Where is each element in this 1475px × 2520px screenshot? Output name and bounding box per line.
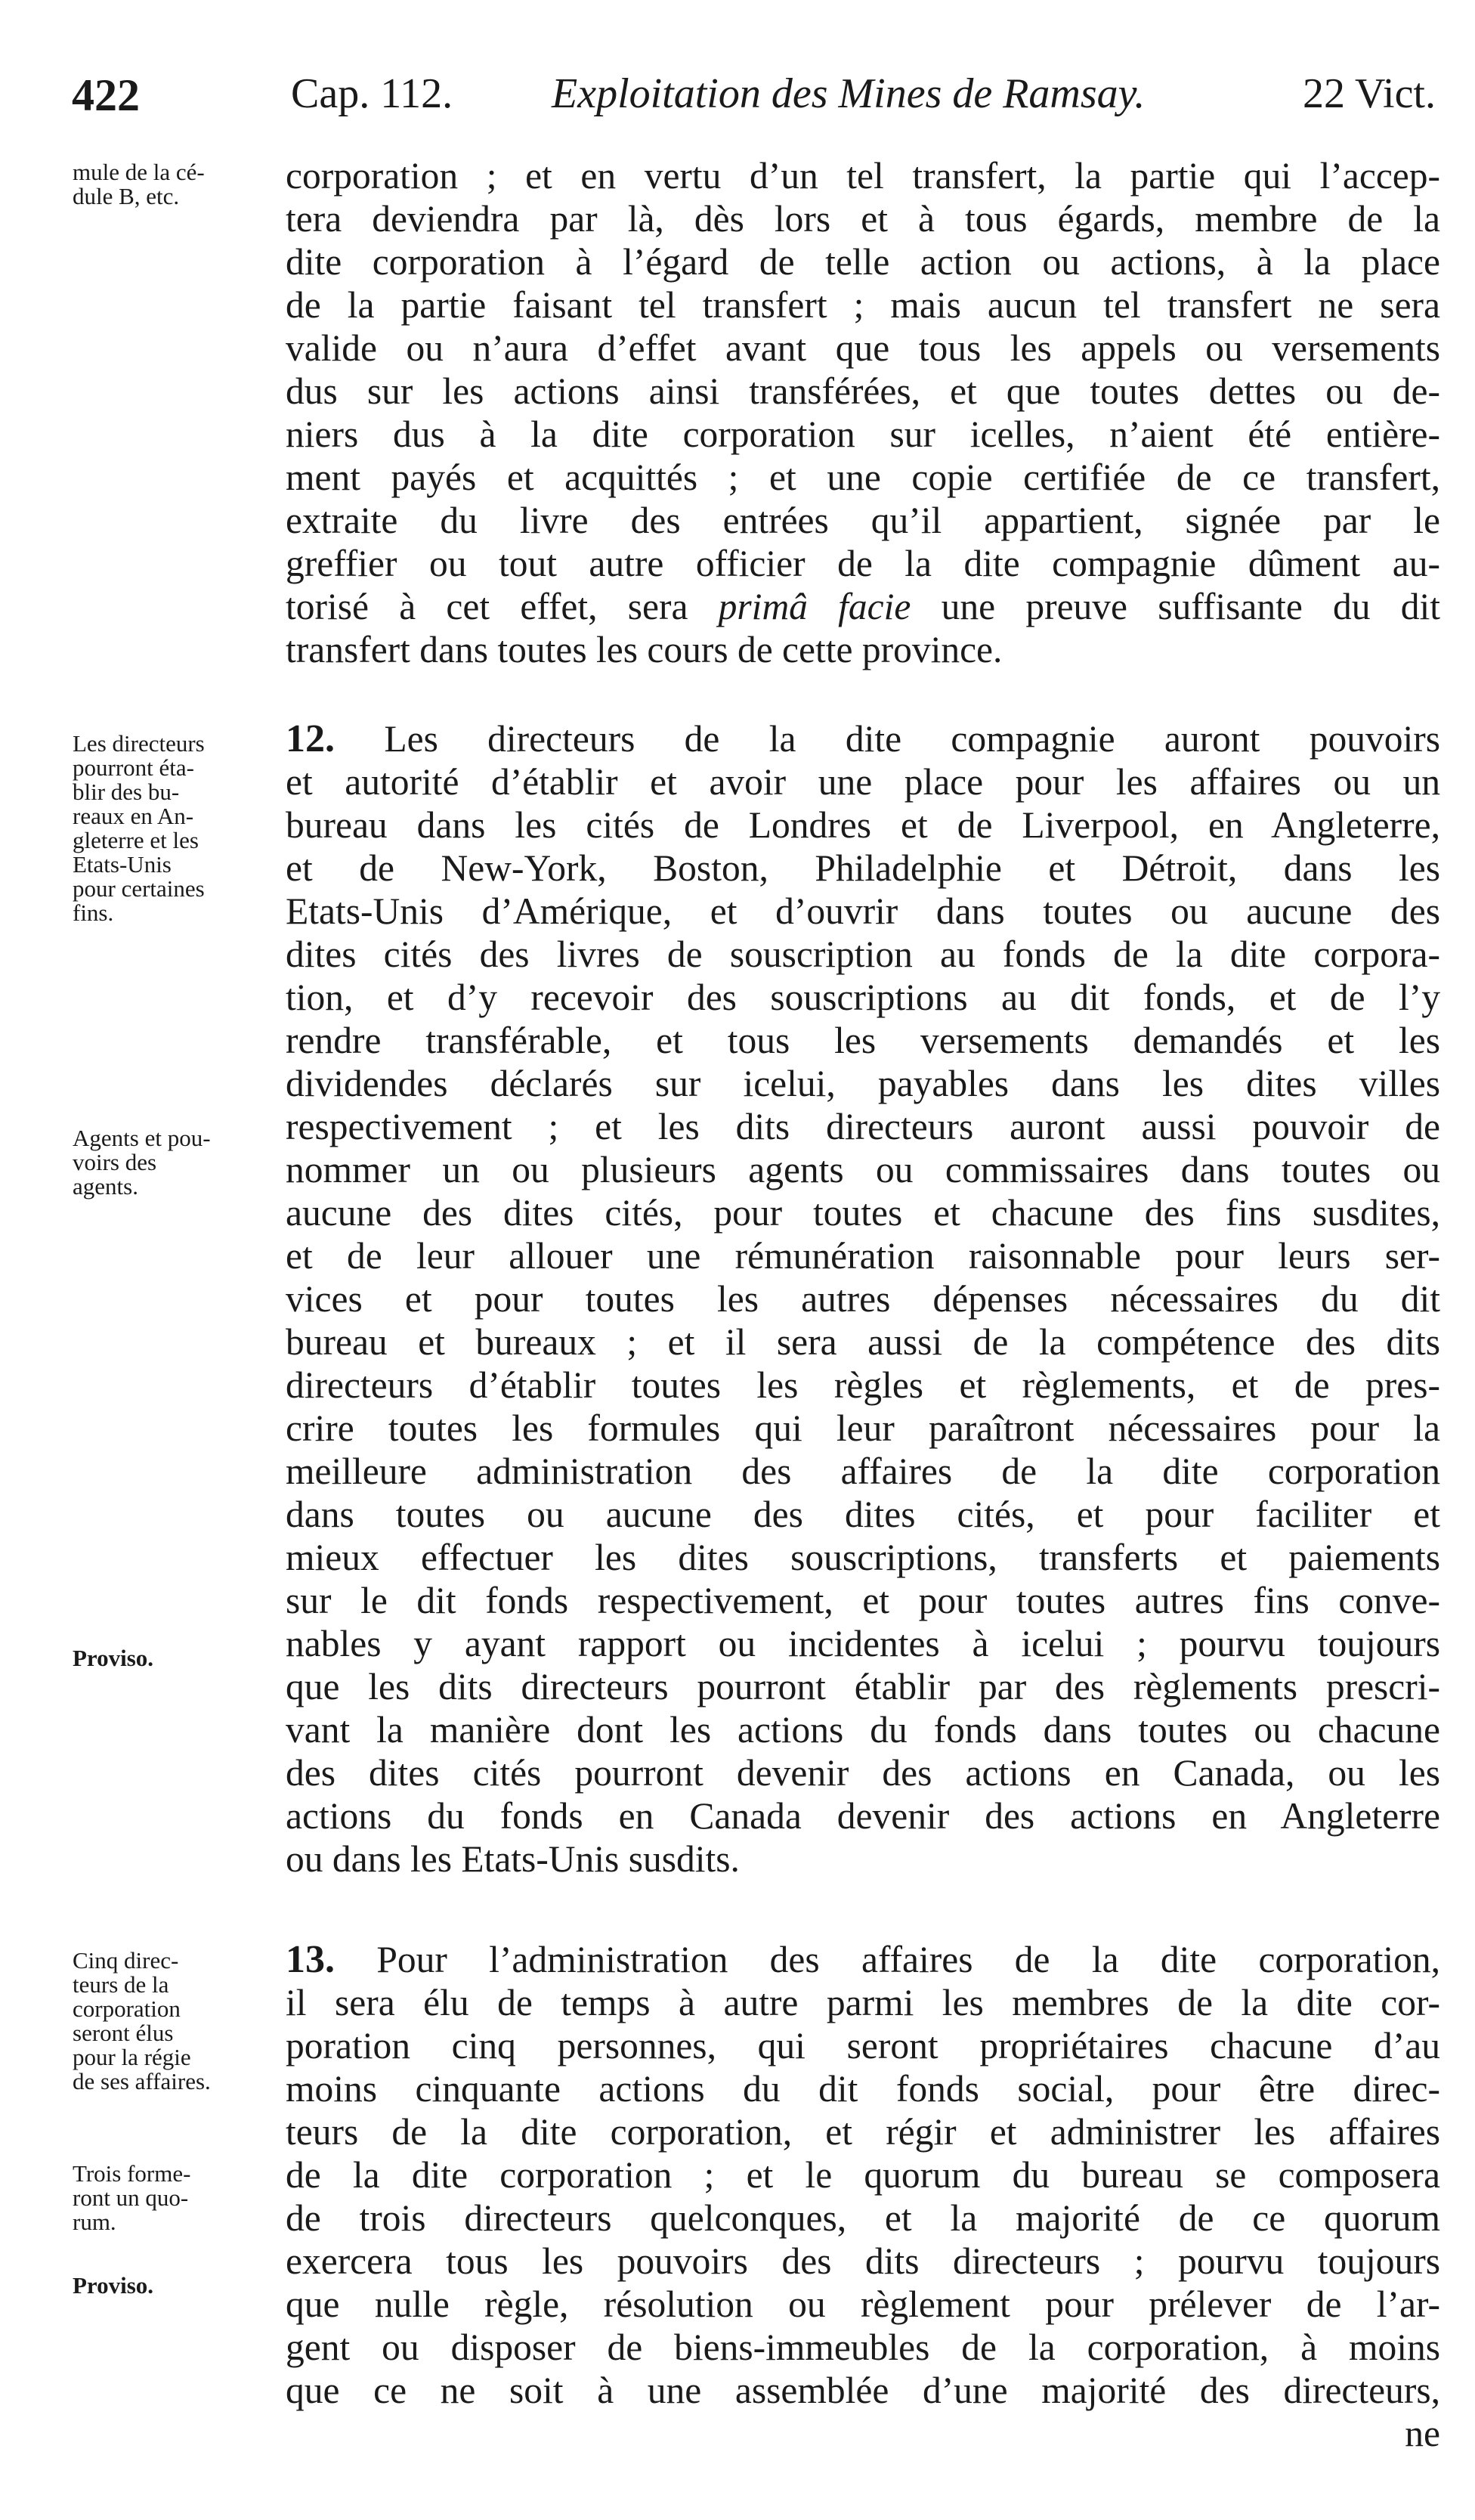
body-line: nommer un ou plusieurs agents ou commissaires dans toutes ou	[286, 1149, 1440, 1190]
regnal-year: 22 Vict.	[1302, 70, 1436, 117]
margin-note-offices	[73, 732, 277, 925]
body-line	[286, 586, 1440, 628]
margin-note-proviso-2	[73, 2274, 277, 2298]
body-line: dus sur les actions ainsi transférées, et que toutes dettes ou de-	[286, 370, 1440, 412]
body-line: ou dans les Etats-Unis susdits.	[286, 1838, 740, 1880]
margin-note-quorum	[73, 2162, 277, 2234]
body-line: transfert dans toutes les cours de cette province.	[286, 629, 1003, 670]
margin-note-line: blir des bu-	[73, 779, 180, 805]
body-line: greffier ou tout autre officier de la dite compagnie dûment au-	[286, 543, 1440, 584]
margin-note-line: dule B, etc.	[73, 183, 180, 209]
running-header	[72, 70, 1436, 122]
margin-note-line: fins.	[73, 899, 114, 926]
prima-facie-emphasis: primâ facie	[718, 586, 911, 627]
body-line: et de New-York, Boston, Philadelphie et Détroit, dans les	[286, 847, 1440, 889]
body-line: tera deviendra par là, dès lors et à tous égards, membre de la	[286, 198, 1440, 240]
catchword: ne	[1405, 2413, 1440, 2454]
margin-note-line: Les directeurs	[73, 730, 205, 757]
body-line: moins cinquante actions du dit fonds social, pour être direc-	[286, 2068, 1440, 2110]
margin-note-line: pourront éta-	[73, 754, 194, 781]
margin-note-proviso	[73, 1646, 277, 1670]
body-line: dividendes déclarés sur icelui, payables dans les dites villes	[286, 1063, 1440, 1104]
body-line: crire toutes les formules qui leur paraîtront nécessaires pour la	[286, 1407, 1440, 1449]
margin-note-line: corporation	[73, 1995, 181, 2022]
margin-note-line: teurs de la	[73, 1971, 169, 1998]
body-line: actions du fonds en Canada devenir des actions en Angleterre	[286, 1795, 1440, 1837]
body-line: nables y ayant rapport ou incidentes à icelui ; pourvu toujours	[286, 1623, 1440, 1664]
body-line: gent ou disposer de biens-immeubles de la corporation, à moins	[286, 2327, 1440, 2368]
margin-note-five-directors	[73, 1949, 277, 2094]
body-line: bureau et bureaux ; et il sera aussi de la compétence des dits	[286, 1321, 1440, 1363]
body-line-segment: Les directeurs de la dite compagnie auront pouvoirs	[384, 718, 1440, 760]
body-line-segment: torisé à cet effet, sera	[286, 586, 688, 627]
body-line: et autorité d’établir et avoir une place pour les affaires ou un	[286, 761, 1440, 803]
margin-note-agents	[73, 1126, 277, 1199]
body-line: mieux effectuer les dites souscriptions, transferts et paiements	[286, 1537, 1440, 1578]
body-line: dite corporation à l’égard de telle action ou actions, à la place	[286, 241, 1440, 283]
margin-note-line: de ses affaires.	[73, 2068, 211, 2094]
body-line: que nulle règle, résolution ou règlement pour prélever de l’ar-	[286, 2283, 1440, 2325]
body-line: exercera tous les pouvoirs des dits directeurs ; pourvu toujours	[286, 2240, 1440, 2282]
body-line: vant la manière dont les actions du fonds dans toutes ou chacune	[286, 1709, 1440, 1751]
body-line: dites cités des livres de souscription au fonds de la dite corpora-	[286, 933, 1440, 975]
body-line: et de leur allouer une rémunération raisonnable pour leurs ser-	[286, 1235, 1440, 1277]
margin-note-line: Cinq direc-	[73, 1947, 179, 1974]
body-line: ment payés et acquittés ; et une copie certifiée de ce transfert,	[286, 457, 1440, 498]
page-number: 422	[72, 70, 140, 120]
body-line: meilleure administration des affaires de la dite corporation	[286, 1450, 1440, 1492]
body-line: de trois directeurs quelconques, et la majorité de ce quorum	[286, 2197, 1440, 2239]
body-line-segment: Pour l’administration des affaires de la dite corporation,	[376, 1939, 1440, 1980]
margin-note-line: Proviso.	[73, 2272, 154, 2299]
body-line: bureau dans les cités de Londres et de Liverpool, en Angleterre,	[286, 804, 1440, 846]
margin-note-line: mule de la cé-	[73, 159, 205, 185]
body-line: que ce ne soit à une assemblée d’une majorité des directeurs,	[286, 2370, 1440, 2411]
body-line: Etats-Unis d’Amérique, et d’ouvrir dans toutes ou aucune des	[286, 890, 1440, 932]
margin-note-line: voirs des	[73, 1149, 157, 1175]
margin-note-line: reaux en An-	[73, 803, 194, 829]
body-line: des dites cités pourront devenir des actions en Canada, ou les	[286, 1752, 1440, 1794]
section-number-13: 13.	[286, 1938, 335, 1981]
section-13-first-line	[286, 1939, 1440, 1981]
body-line: poration cinq personnes, qui seront propriétaires chacune d’au	[286, 2025, 1440, 2066]
margin-note-line: Trois forme-	[73, 2160, 191, 2187]
margin-note-line: pour certaines	[73, 875, 205, 902]
running-title: Exploitation des Mines de Ramsay.	[552, 70, 1146, 117]
body-line: valide ou n’aura d’effet avant que tous les appels ou versements	[286, 327, 1440, 369]
body-line: tion, et d’y recevoir des souscriptions au dit fonds, et de l’y	[286, 977, 1440, 1018]
body-line: rendre transférable, et tous les versements demandés et les	[286, 1020, 1440, 1061]
margin-note-line: pour la régie	[73, 2044, 191, 2070]
body-line: vices et pour toutes les autres dépenses nécessaires du dit	[286, 1278, 1440, 1320]
body-line: il sera élu de temps à autre parmi les membres de la dite cor-	[286, 1982, 1440, 2023]
body-line: sur le dit fonds respectivement, et pour toutes autres fins conve-	[286, 1580, 1440, 1621]
margin-note-line: Proviso.	[73, 1645, 154, 1671]
section-12-first-line	[286, 718, 1440, 760]
margin-note-line: Etats-Unis	[73, 851, 172, 878]
body-line: de la partie faisant tel transfert ; mais aucun tel transfert ne sera	[286, 284, 1440, 326]
margin-note-line: seront élus	[73, 2020, 174, 2046]
margin-note-line: gleterre et les	[73, 827, 199, 853]
chapter-label: Cap. 112.	[291, 70, 453, 117]
body-line: que les dits directeurs pourront établir par des règlements prescri-	[286, 1666, 1440, 1707]
body-line: niers dus à la dite corporation sur icelles, n’aient été entière-	[286, 413, 1440, 455]
margin-note-line: ront un quo-	[73, 2184, 189, 2211]
body-line-segment: une preuve suffisante du dit	[941, 586, 1441, 627]
body-line: corporation ; et en vertu d’un tel transfert, la partie qui l’accep-	[286, 155, 1440, 197]
body-line: respectivement ; et les dits directeurs auront aussi pouvoir de	[286, 1106, 1440, 1147]
margin-note-schedule	[73, 160, 277, 209]
body-line: dans toutes ou aucune des dites cités, et pour faciliter et	[286, 1494, 1440, 1535]
section-number-12: 12.	[286, 717, 335, 760]
body-line: aucune des dites cités, pour toutes et chacune des fins susdites,	[286, 1192, 1440, 1234]
margin-note-line: Agents et pou-	[73, 1125, 211, 1151]
body-line: teurs de la dite corporation, et régir et administrer les affaires	[286, 2111, 1440, 2153]
margin-note-line: rum.	[73, 2209, 116, 2235]
margin-note-line: agents.	[73, 1173, 138, 1200]
body-line: directeurs d’établir toutes les règles et règlements, et de pres-	[286, 1364, 1440, 1406]
body-line: de la dite corporation ; et le quorum du bureau se composera	[286, 2154, 1440, 2196]
body-line: extraite du livre des entrées qu’il appartient, signée par le	[286, 500, 1440, 541]
